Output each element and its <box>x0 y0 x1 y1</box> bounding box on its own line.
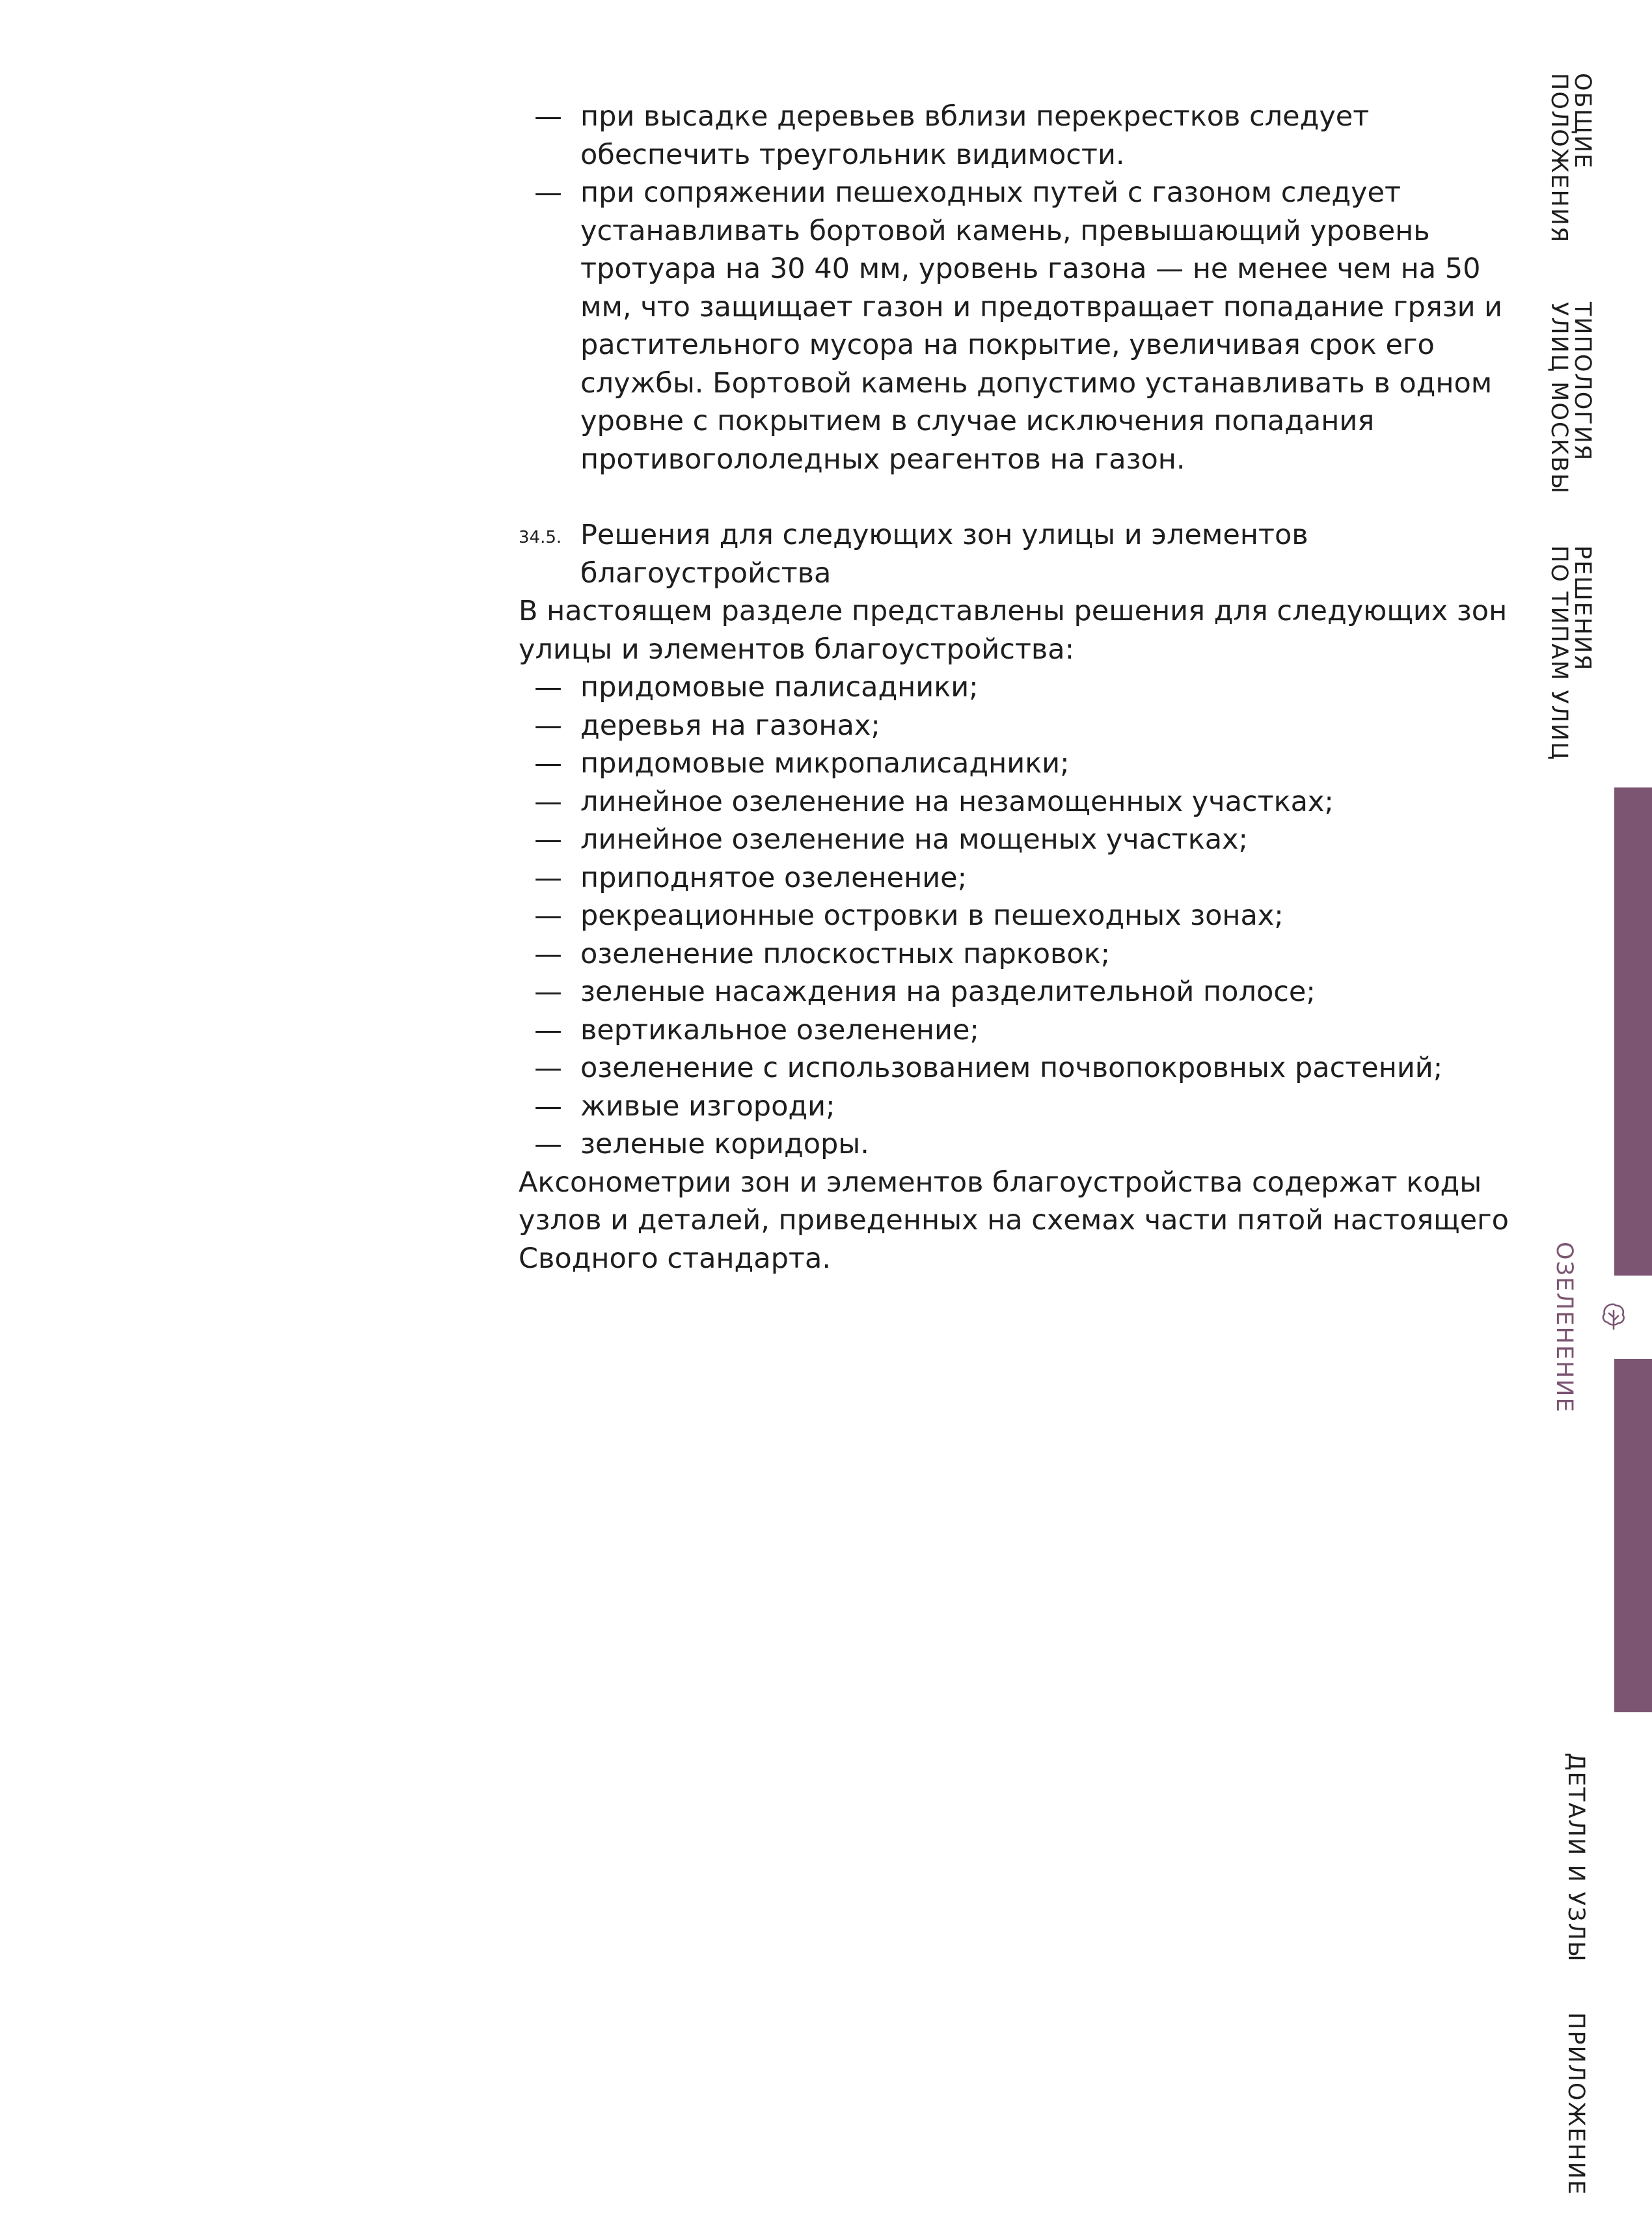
dash-marker: — <box>534 1052 562 1084</box>
dash-marker: — <box>534 1089 562 1123</box>
list-item: — вертикальное озеленение; <box>519 1011 1514 1050</box>
nav-details-and-nodes[interactable]: ДЕТАЛИ И УЗЛЫ <box>1563 1753 1589 1963</box>
nav-appendix[interactable]: ПРИЛОЖЕНИЕ <box>1563 2012 1589 2196</box>
list-item: — рекреационные островки в пешеходных зонах; <box>519 897 1514 935</box>
dash-marker: — <box>534 709 562 742</box>
dash-marker: — <box>534 785 562 818</box>
list-item: — живые изгороди; <box>519 1087 1514 1126</box>
list-item: — при сопряжении пешеходных путей с газоном следует устанавливать бортовой камень, превышающий уровень тротуара на 30 40 мм, уровень газона — не менее чем на 50 мм, что защищает газон и предотвращает попадание грязи и растительного мусора на покрытие, увеличивая срок его службы. Бортовой камень допустимо устанавливать в одном уровне с покрытием в случае исключения попадания противогололедных реагентов на газон. <box>519 174 1514 478</box>
main-text <box>519 98 1514 1278</box>
section-number: 34.5. <box>519 528 562 547</box>
dash-marker: — <box>534 671 562 704</box>
list-item: — зеленые насаждения на разделительной полосе; <box>519 973 1514 1011</box>
dash-marker: — <box>534 1013 562 1046</box>
list-item: — линейное озеленение на незамощенных участках; <box>519 783 1514 821</box>
list-item: — деревья на газонах; <box>519 707 1514 745</box>
dash-marker: — <box>534 899 562 932</box>
active-section-bar-bottom <box>1614 1359 1652 1712</box>
intro-bullet-list <box>519 98 1514 478</box>
list-item: — зеленые коридоры. <box>519 1125 1514 1164</box>
section-heading <box>519 516 1514 592</box>
list-item: — линейное озеленение на мощеных участках; <box>519 821 1514 859</box>
dash-marker: — <box>534 823 562 856</box>
section-title: Решения для следующих зон улицы и элементов благоустройства <box>580 519 1308 590</box>
nav-solutions-by-street-type[interactable]: РЕШЕНИЯ ПО ТИПАМ УЛИЦ <box>1546 545 1595 761</box>
list-item: — приподнятое озеленение; <box>519 859 1514 897</box>
tree-icon <box>1598 1300 1629 1332</box>
dash-marker: — <box>534 976 562 1008</box>
section-34-5 <box>519 516 1514 1278</box>
list-item: — озеленение с использованием почвопокровных растений; <box>519 1049 1514 1087</box>
dash-marker: — <box>534 747 562 780</box>
dash-marker: — <box>534 861 562 894</box>
list-item: — при высадке деревьев вблизи перекрестков следует обеспечить треугольник видимости. <box>519 98 1514 174</box>
list-item: — придомовые микропалисадники; <box>519 745 1514 783</box>
dash-marker: — <box>534 937 562 970</box>
nav-street-typology[interactable]: ТИПОЛОГИЯ УЛИЦ МОСКВЫ <box>1546 302 1595 495</box>
dash-marker: — <box>534 1128 562 1160</box>
section-outro: Аксонометрии зон и элементов благоустройства содержат коды узлов и деталей, приведенных на схемах части пятой настоящего Сводного стандарта. <box>519 1166 1509 1275</box>
list-item: — озеленение плоскостных парковок; <box>519 935 1514 974</box>
list-item: — придомовые палисадники; <box>519 668 1514 707</box>
zones-list <box>519 668 1514 1164</box>
dash-marker: — <box>534 176 562 209</box>
nav-general-provisions[interactable]: ОБЩИЕ ПОЛОЖЕНИЯ <box>1546 73 1595 244</box>
dash-marker: — <box>534 100 562 133</box>
active-section-bar-top <box>1614 787 1652 1276</box>
section-intro: В настоящем разделе представлены решения для следующих зон улицы и элементов благоустройства: <box>519 595 1508 666</box>
nav-greening[interactable]: ОЗЕЛЕНЕНИЕ <box>1551 1242 1577 1414</box>
